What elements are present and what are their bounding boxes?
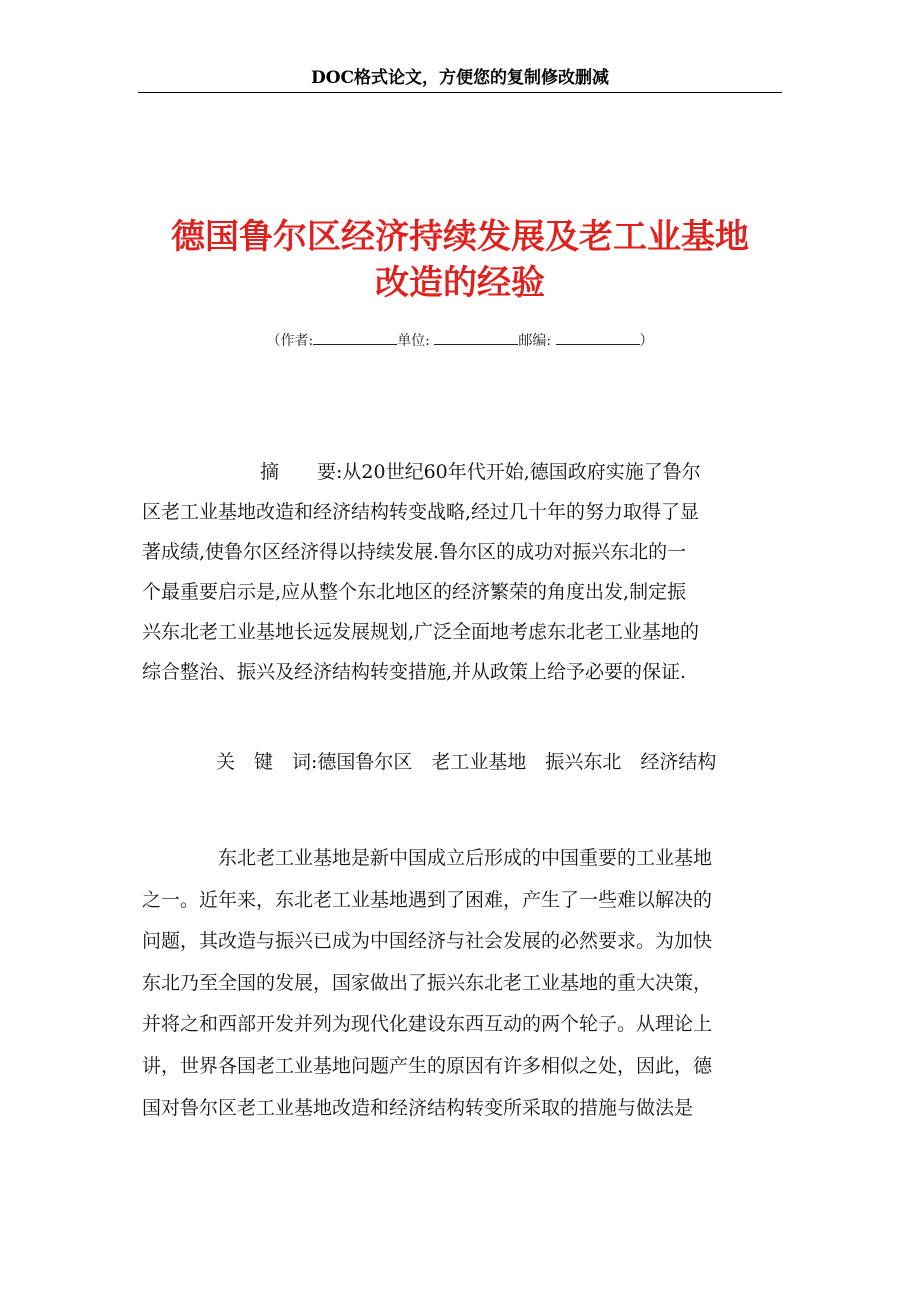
body-line: 东北乃至全国的发展，国家做出了振兴东北老工业基地的重大决策， xyxy=(142,971,713,994)
unit-blank xyxy=(434,330,518,345)
byline-unit-label: 单位: xyxy=(397,333,430,349)
body-line: 讲，世界各国老工业基地问题产生的原因有许多相似之处，因此，德 xyxy=(142,1054,713,1077)
body-line: 国对鲁尔区老工业基地改造和经济结构转变所采取的措施与做法是 xyxy=(142,1096,694,1119)
body-line: 之一。近年来，东北老工业基地遇到了困难，产生了一些难以解决的 xyxy=(142,888,713,911)
abstract-line: 综合整治、振兴及经济结构转变措施,并从政策上给予必要的保证. xyxy=(142,661,687,683)
body-line: 问题，其改造与振兴已成为中国经济与社会发展的必然要求。为加快 xyxy=(142,930,713,953)
page-header-text: DOC格式论文，方便您的复制修改删减 xyxy=(310,68,610,88)
abstract-paragraph xyxy=(142,452,782,692)
zip-blank xyxy=(556,330,640,345)
body-line: 并将之和西部开发并列为现代化建设东西互动的两个轮子。从理论上 xyxy=(142,1013,713,1036)
abstract-line: 个最重要启示是,应从整个东北地区的经济繁荣的角度出发,制定振 xyxy=(142,581,687,603)
byline-close: ） xyxy=(639,333,654,349)
author-blank xyxy=(313,330,397,345)
keywords-line: 关 键 词:德国鲁尔区 老工业基地 振兴东北 经济结构 xyxy=(216,751,717,773)
byline-author-label: （作者: xyxy=(266,333,314,349)
abstract-line: 兴东北老工业基地长远发展规划,广泛全面地考虑东北老工业基地的 xyxy=(142,621,700,643)
title-line-2: 改造的经验 xyxy=(375,263,545,303)
title-line-1: 德国鲁尔区经济持续发展及老工业基地 xyxy=(171,217,749,257)
body-paragraph xyxy=(142,838,782,1129)
body-line: 东北老工业基地是新中国成立后形成的中国重要的工业基地 xyxy=(218,847,713,869)
abstract-line: 区老工业基地改造和经济结构转变战略,经过几十年的努力取得了显 xyxy=(142,501,700,523)
byline-zip-label: 邮编: xyxy=(518,333,552,349)
author-byline xyxy=(150,330,770,351)
document-title xyxy=(100,214,820,306)
header-divider xyxy=(138,92,782,93)
abstract-line: 摘 要:从20世纪60年代开始,德国政府实施了鲁尔 xyxy=(260,461,701,483)
abstract-line: 著成绩,使鲁尔区经济得以持续发展.鲁尔区的成功对振兴东北的一 xyxy=(142,541,687,563)
